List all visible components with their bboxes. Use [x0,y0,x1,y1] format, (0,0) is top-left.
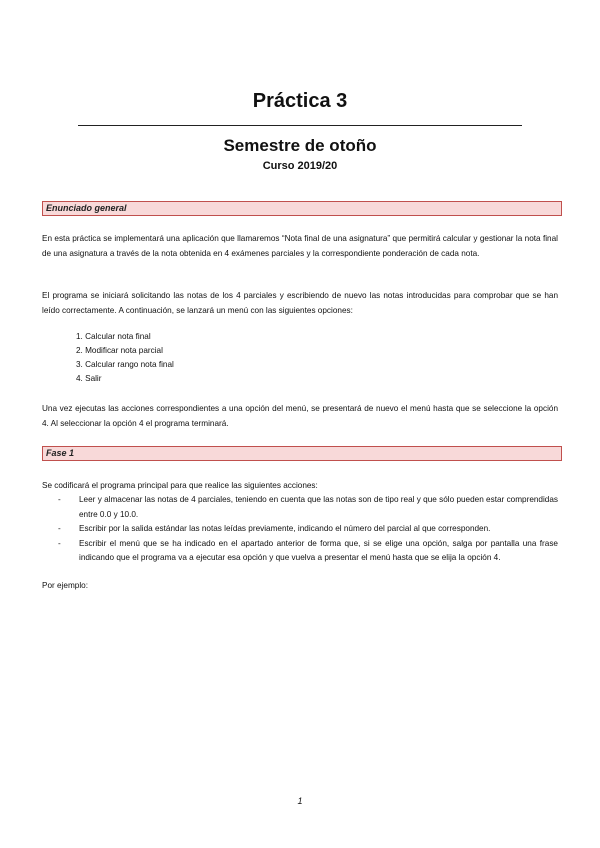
paragraph-program-start: El programa se iniciará solicitando las notas de los 4 parciales y escribiendo de nuevo las notas introducidas para comprobar que se han leído correctamente. A continuación, se lanzará un menú con las siguientes opciones: [42,291,558,315]
menu-options-list [76,330,174,386]
list-item [58,522,558,537]
list-item: 4. Salir [76,374,102,383]
page-number: 1 [297,796,303,806]
fase1-actions-list [58,493,558,566]
paragraph-example-label: Por ejemplo: [42,581,88,590]
page-subtitle: Semestre de otoño [223,136,377,155]
dash-bullet: - [58,538,61,548]
dash-bullet: - [58,524,61,533]
list-item [58,493,558,522]
list-item: 2. Modificar nota parcial [76,346,163,355]
paragraph-fase1-intro: Se codificará el programa principal para que realice las siguientes acciones: [42,481,318,490]
list-item-text: Escribir por la salida estándar las notas leídas previamente, indicando el número del parcial al que corresponden. [79,524,491,533]
list-item: 1. Calcular nota final [76,332,151,341]
paragraph-menu-loop: Una vez ejecutas las acciones correspondientes a una opción del menú, se presentará de nuevo el menú hasta que se seleccione la opción 4. Al seleccionar la opción 4 el programa terminará. [42,404,558,428]
list-item-text: Escribir el menú que se ha indicado en el apartado anterior de forma que, si se elige una opción, salga por pantalla una frase indicando que el programa va a ejecutar esa opción y que vuelva a presentar el menú hasta que se elija la opción 4. [79,538,558,562]
list-item [58,537,558,566]
title-divider [78,125,522,126]
paragraph-intro: En esta práctica se implementará una aplicación que llamaremos “Nota final de una asignatura” que permitirá calcular y gestionar la nota final de una asignatura a través de la nota obtenida en 4 exámenes parciales y la correspondiente ponderación de cada nota. [42,234,558,258]
page-title: Práctica 3 [252,90,348,112]
list-item: 3. Calcular rango nota final [76,360,174,369]
dash-bullet: - [58,495,61,504]
list-item-text: Leer y almacenar las notas de 4 parciales, teniendo en cuenta que las notas son de tipo real y que sólo pueden estar comprendidas entre 0.0 y 10.0. [79,495,558,519]
section-heading-enunciado: Enunciado general [42,201,562,216]
course-label: Curso 2019/20 [262,160,338,172]
section-heading-fase1: Fase 1 [42,446,562,461]
